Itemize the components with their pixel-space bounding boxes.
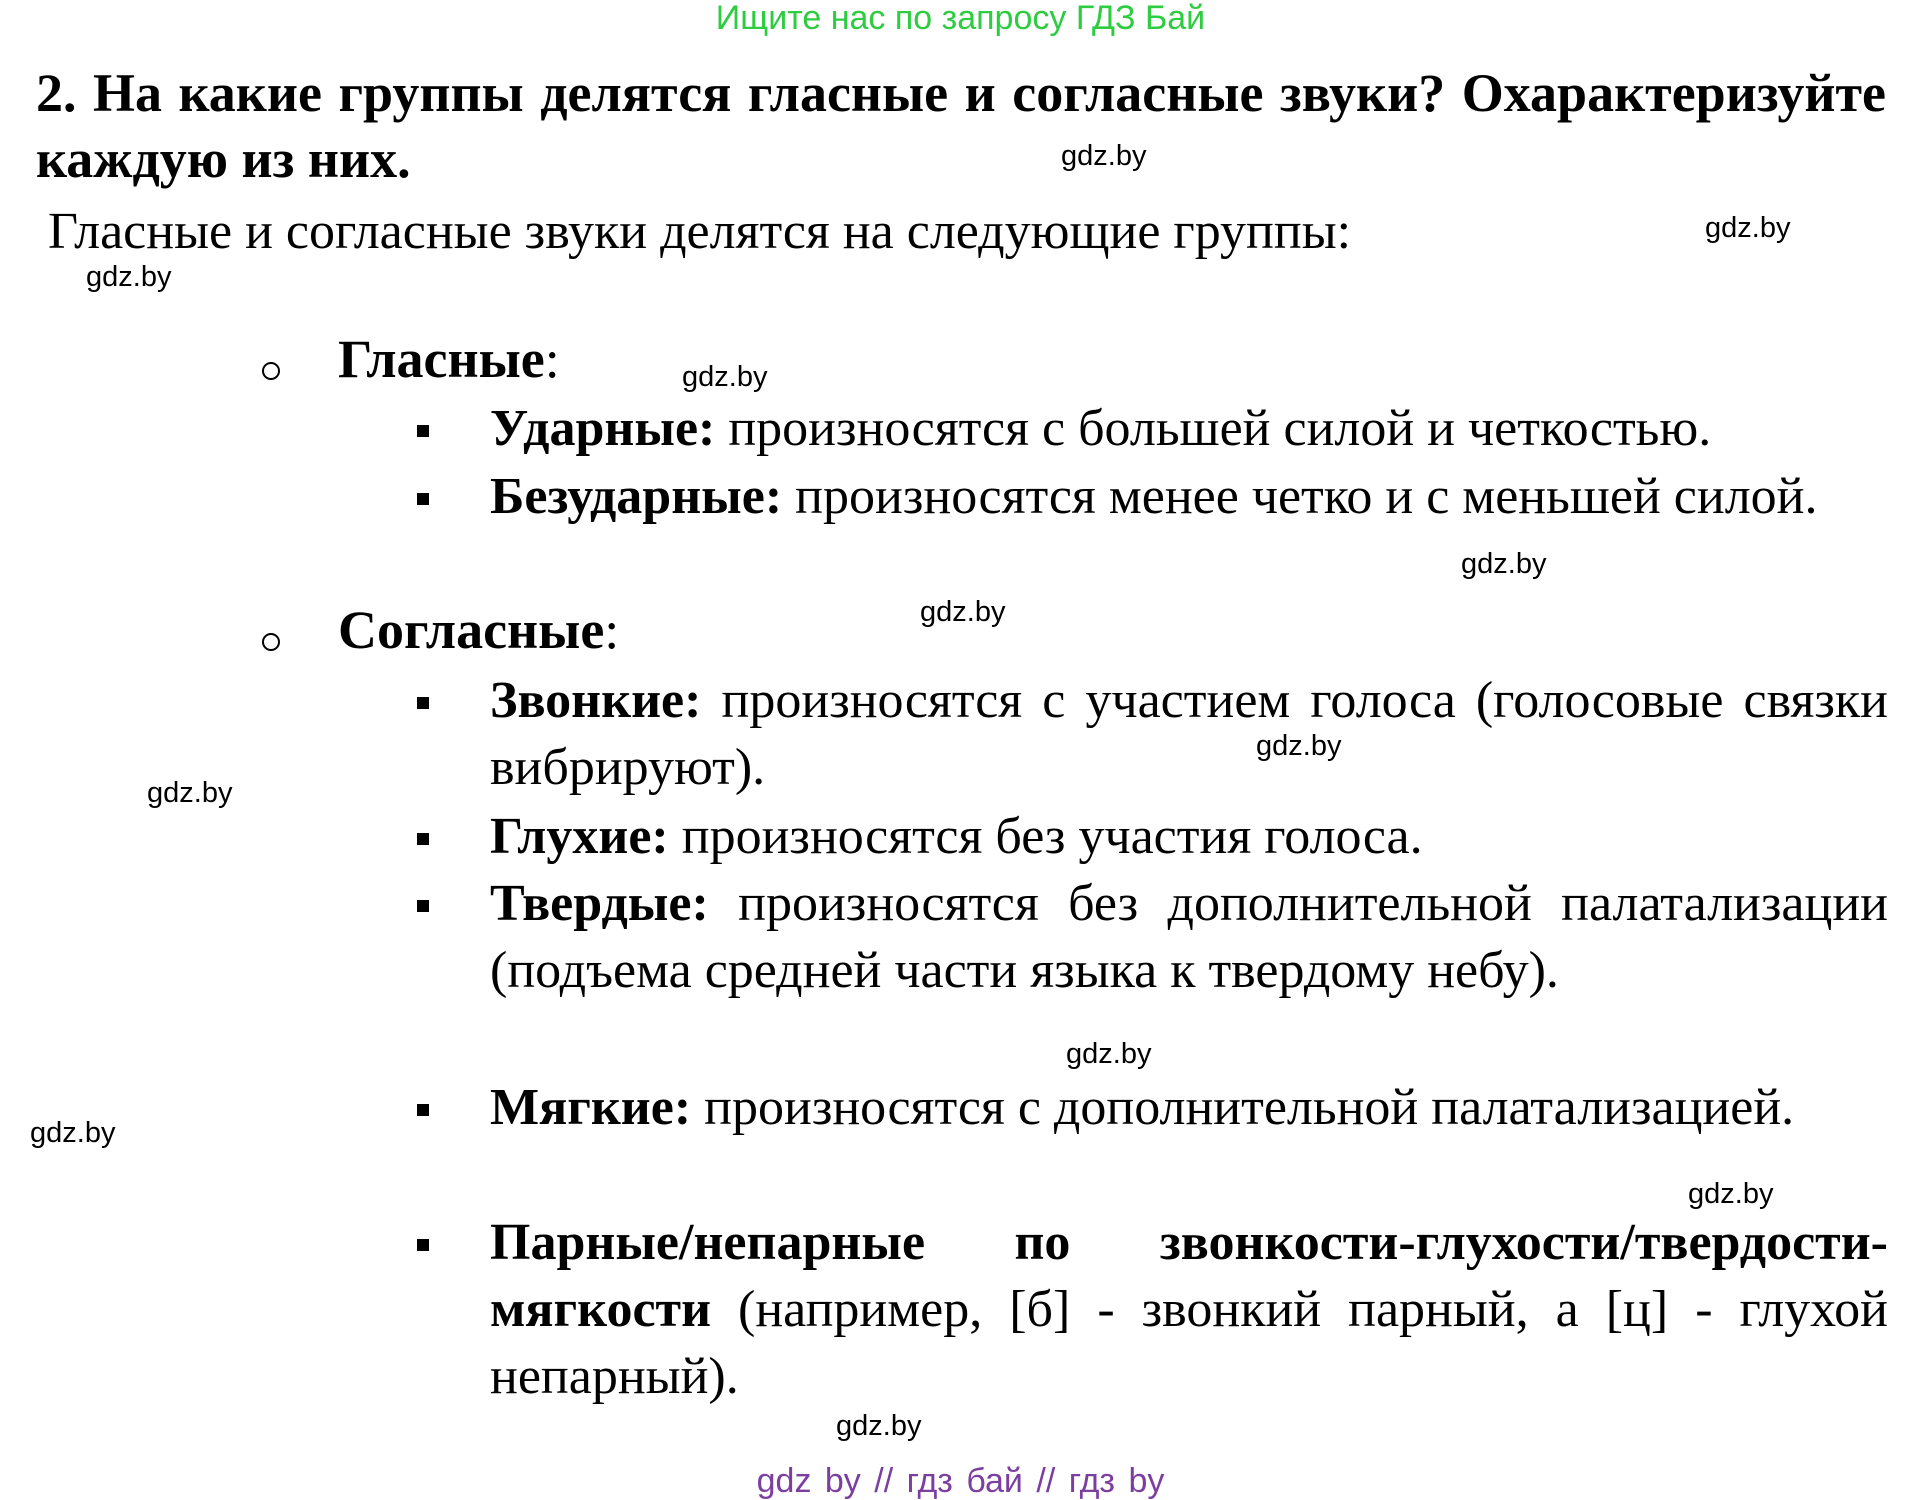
item-term: Звонкие: (490, 672, 702, 729)
item-term: Ударные: (490, 400, 716, 457)
watermark: gdz.by (836, 1410, 922, 1442)
watermark: gdz.by (1461, 548, 1547, 580)
list-item-hard (490, 870, 1888, 1004)
watermark: gdz.by (1256, 730, 1342, 762)
group-colon: : (604, 600, 620, 660)
square-bullet (417, 900, 429, 912)
square-bullet (417, 493, 429, 505)
circle-bullet-consonants (262, 633, 280, 651)
watermark: gdz.by (682, 361, 768, 393)
item-term: Мягкие: (490, 1079, 692, 1136)
intro-text: Гласные и согласные звуки делятся на следующие группы: (48, 203, 1352, 260)
question-heading: 2. На какие группы делятся гласные и согласные звуки? Охарактеризуйте каждую из них. (36, 63, 1886, 189)
item-term: Парные/непарные по звонкости-глухости/твердости-мягкости (490, 1214, 1888, 1338)
item-text: произносятся с дополнительной палатализацией. (691, 1079, 1795, 1136)
square-bullet (417, 425, 429, 437)
square-bullet (417, 833, 429, 845)
item-text: произносятся без участия голоса. (668, 808, 1423, 865)
list-item-voiced (490, 667, 1888, 801)
list-item-unstressed (490, 463, 1888, 530)
square-bullet (417, 1239, 429, 1251)
group-colon: : (544, 329, 560, 389)
item-term: Глухие: (490, 808, 669, 865)
group-title: Гласные (338, 329, 545, 389)
group-title: Согласные (338, 600, 605, 660)
watermark: gdz.by (1066, 1038, 1152, 1070)
list-item-soft (490, 1074, 1888, 1141)
group-heading-vowels (338, 326, 560, 392)
list-item-voiceless (490, 803, 1888, 870)
footer-links: gdz by // гдз бай // гдз by (756, 1462, 1165, 1500)
watermark: gdz.by (147, 777, 233, 809)
item-text: произносятся менее четко и с меньшей силой. (782, 468, 1818, 525)
watermark: gdz.by (30, 1117, 116, 1149)
watermark: gdz.by (86, 261, 172, 293)
list-item-paired (490, 1209, 1888, 1410)
watermark: gdz.by (1061, 140, 1147, 172)
group-heading-consonants (338, 597, 619, 663)
top-banner: Ищите нас по запросу ГДЗ Бай (715, 0, 1206, 37)
item-text: произносятся с большей силой и четкостью. (715, 400, 1712, 457)
square-bullet (417, 1104, 429, 1116)
item-term: Твердые: (490, 875, 709, 932)
watermark: gdz.by (1705, 212, 1791, 244)
square-bullet (417, 697, 429, 709)
item-text: произносятся без дополнительной палатализации (подъема средней части языка к твердому небу). (490, 875, 1888, 999)
watermark: gdz.by (920, 596, 1006, 628)
item-text: произносятся с участием голоса (голосовые связки вибрируют). (490, 672, 1888, 796)
item-term: Безударные: (490, 468, 783, 525)
watermark: gdz.by (1688, 1178, 1774, 1210)
list-item-stressed (490, 395, 1888, 462)
item-text: (например, [б] - звонкий парный, а [ц] - глухой непарный). (490, 1281, 1888, 1405)
circle-bullet-vowels (262, 362, 280, 380)
